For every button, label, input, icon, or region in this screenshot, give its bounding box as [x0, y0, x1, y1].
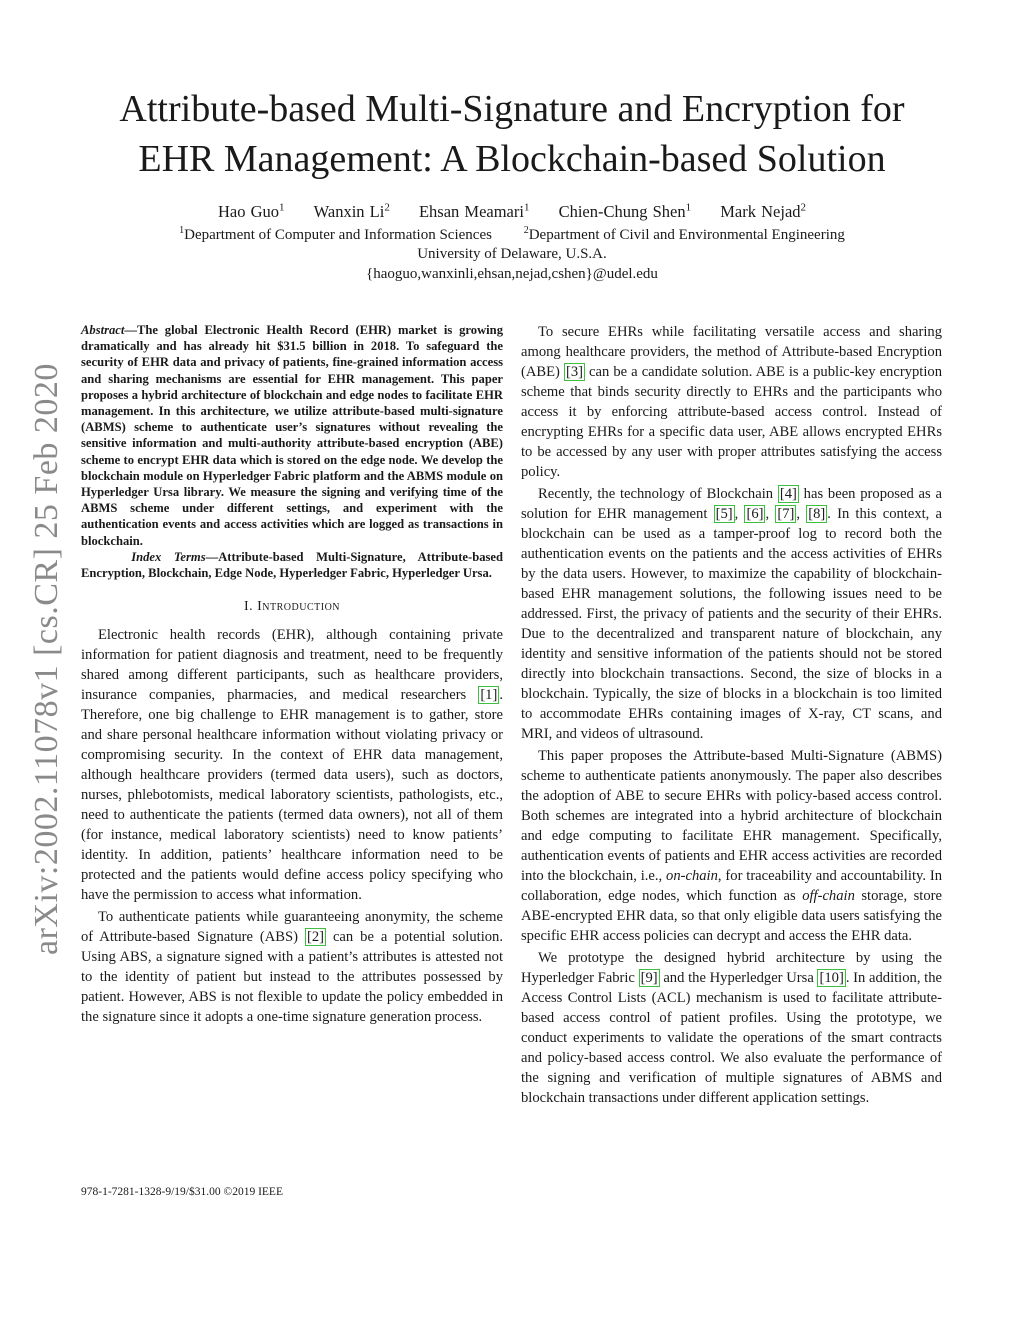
- intro-paragraph-6: We prototype the designed hybrid architecture by using the Hyperledger Fabric [9] and the Hyperledger Ursa [10] . In addition, the Access Control Lists (ACL) mechanism is used to facilitate attribute-based access control of patient profiles. Using the prototype, we conduct experiments to validate the operations of the smart contracts and policy-based access control. We also evaluate the performance of the signing and verification of multiple signatures of ABMS and blockchain transactions under different application settings.: [521, 950, 942, 1106]
- affiliation-university: University of Delaware, U.S.A.: [417, 246, 607, 262]
- paper-title: [60, 84, 964, 184]
- intro-paragraph-5: This paper proposes the Attribute-based Multi-Signature (ABMS) scheme to authenticate patients anonymously. The paper also describes the adoption of ABE to secure EHRs with policy-based access control. Both schemes are integrated into a hybrid architecture of blockchain and edge computing to facilitate EHR management. Specifically, authentication events of patients and EHR access activities are recorded into the blockchain, i.e., on-chain, for traceability and accountability. In collaboration, edge nodes, which function as off-chain storage, store ABE-encrypted EHR data, so that only eligible data users satisfying the specific EHR access policies can decrypt and access the EHR data.: [521, 748, 942, 944]
- citation-link[interactable]: [4]: [779, 486, 797, 502]
- arxiv-identifier: arXiv:2002.11078v1 [cs.CR] 25 Feb 2020: [28, 363, 65, 955]
- citation-link[interactable]: [8]: [808, 506, 826, 522]
- abstract: Abstract—The global Electronic Health Record (EHR) market is growing dramatically and has already hit $31.5 billion in 2018. To safeguard the security of EHR data and privacy of patients, fine-grained information access and sharing mechanisms are essential for EHR management. This paper proposes a hybrid architecture of blockchain and edge nodes to facilitate EHR management. In this architecture, we utilize attribute-based multi-signature (ABMS) scheme to authenticate user’s signatures without revealing the sensitive information and multi-authority attribute-based encryption (ABE) scheme to encrypt EHR data which is stored on the edge node. We develop the blockchain module on Hyperledger Fabric platform and the ABMS module on Hyperledger Ursa library. We measure the signing and verifying time of the ABMS scheme under different settings, and experiment with the authentication events and access activities which are logged as transactions in blockchain. Index Terms—Attribute-based Multi-Signature, Attribute-based Encryption, Blockchain, Edge Node, Hyperledger Fabric, Hyperledger Ursa.: [81, 323, 504, 581]
- citation-link[interactable]: [6]: [746, 506, 764, 522]
- citation-link[interactable]: [10]: [819, 970, 844, 986]
- citation-link[interactable]: [7]: [777, 506, 795, 522]
- section-heading-introduction: I. Introduction: [243, 599, 341, 615]
- index-terms-label: Index Terms: [131, 549, 206, 564]
- title-line-1: Attribute-based Multi-Signature and Encryption for: [119, 88, 905, 130]
- left-column: [81, 322, 503, 1027]
- citation-link[interactable]: [1]: [480, 687, 498, 704]
- citation-link[interactable]: [5]: [715, 506, 733, 522]
- copyright-footer: 978-1-7281-1328-9/19/$31.00 ©2019 IEEE: [81, 1186, 283, 1198]
- citation-link[interactable]: [3]: [565, 364, 583, 380]
- author: Wanxin Li$^2$: [313, 201, 390, 221]
- intro-paragraph-3: To secure EHRs while facilitating versatile access and sharing among healthcare providers, the method of Attribute-based Encryption (ABE) [3] can be a candidate solution. ABE is a public-key encryption scheme that binds security directly to EHRs and the participants who access it by enforcing attribute-based access control. Instead of encrypting EHRs for a specific data user, ABE allows encrypted EHRs to be accessed by any user with proper attributes satisfying the access policy.: [521, 324, 942, 480]
- affiliation-departments: [60, 225, 964, 244]
- author: Hao Guo$^1$: [217, 201, 285, 221]
- intro-paragraph-4: Recently, the technology of Blockchain [4] has been proposed as a solution for EHR management [5] , [6] , [7] , [8] . In this context, a blockchain can be used as a tamper-proof log to record both the authentication events on the patients and the access activities of EHRs by the data users. However, to maximize the capability of blockchain-based EHR management solutions, the following issues need to be addressed. First, the privacy of patients and the security of their EHRs. Due to the decentralized and transparent nature of blockchain, any identity and sensitive information of the patients should not be stored directly into blockchain transactions. Second, the size of blocks in a blockchain. Typically, the size of blocks in a blockchain is too limited to accommodate EHRs containing images of X-ray, CT scans, and MRI, and videos of ultrasound.: [521, 486, 942, 742]
- author: Mark Nejad$^2$: [720, 201, 807, 221]
- intro-paragraph-2: To authenticate patients while guaranteeing anonymity, the scheme of Attribute-based Signature (ABS) [2] can be a potential solution. Using ABS, a signature signed with a patient’s attributes is attested not to the identity of patient but instead to the attributes possessed by patient. However, ABS is not flexible to update the policy embedded in the signature since it adopts a one-time signature generation process.: [81, 909, 503, 1026]
- author-list: [60, 201, 964, 222]
- abstract-label: Abstract: [81, 323, 125, 337]
- department-2: $^2$Department of Civil and Environmental Engineering: [523, 225, 845, 243]
- citation-link[interactable]: [9]: [640, 970, 658, 986]
- title-line-2: EHR Management: A Blockchain-based Solution: [138, 138, 886, 180]
- author-emails: {haoguo,wanxinli,ehsan,nejad,cshen}@udel.edu: [366, 266, 658, 282]
- right-column: [521, 322, 942, 1108]
- intro-paragraph-1: Electronic health records (EHR), although containing private information for patient diagnosis and treatment, need to be frequently shared among different participants, such as healthcare providers, insurance companies, pharmacies, and medical researchers [1] . Therefore, one big challenge to EHR management is to gather, store and share personal healthcare information without violating privacy or compromising security. In the context of EHR data management, although healthcare providers (termed data users), such as doctors, nurses, phlebotomists, medical laboratory scientists, pathologists, etc., need to authenticate the patients (termed data owners), not all of them (for instance, medical laboratory scientists) need to know patients’ identity. In addition, patients’ healthcare information need to be protected and the patients would define access policy specifying who have the permission to access what information.: [81, 627, 503, 904]
- department-1: $^1$Department of Computer and Information Sciences: [179, 225, 492, 243]
- author: Chien-Chung Shen$^1$: [558, 201, 692, 221]
- author: Ehsan Meamari$^1$: [418, 201, 530, 221]
- citation-link[interactable]: [2]: [306, 929, 324, 946]
